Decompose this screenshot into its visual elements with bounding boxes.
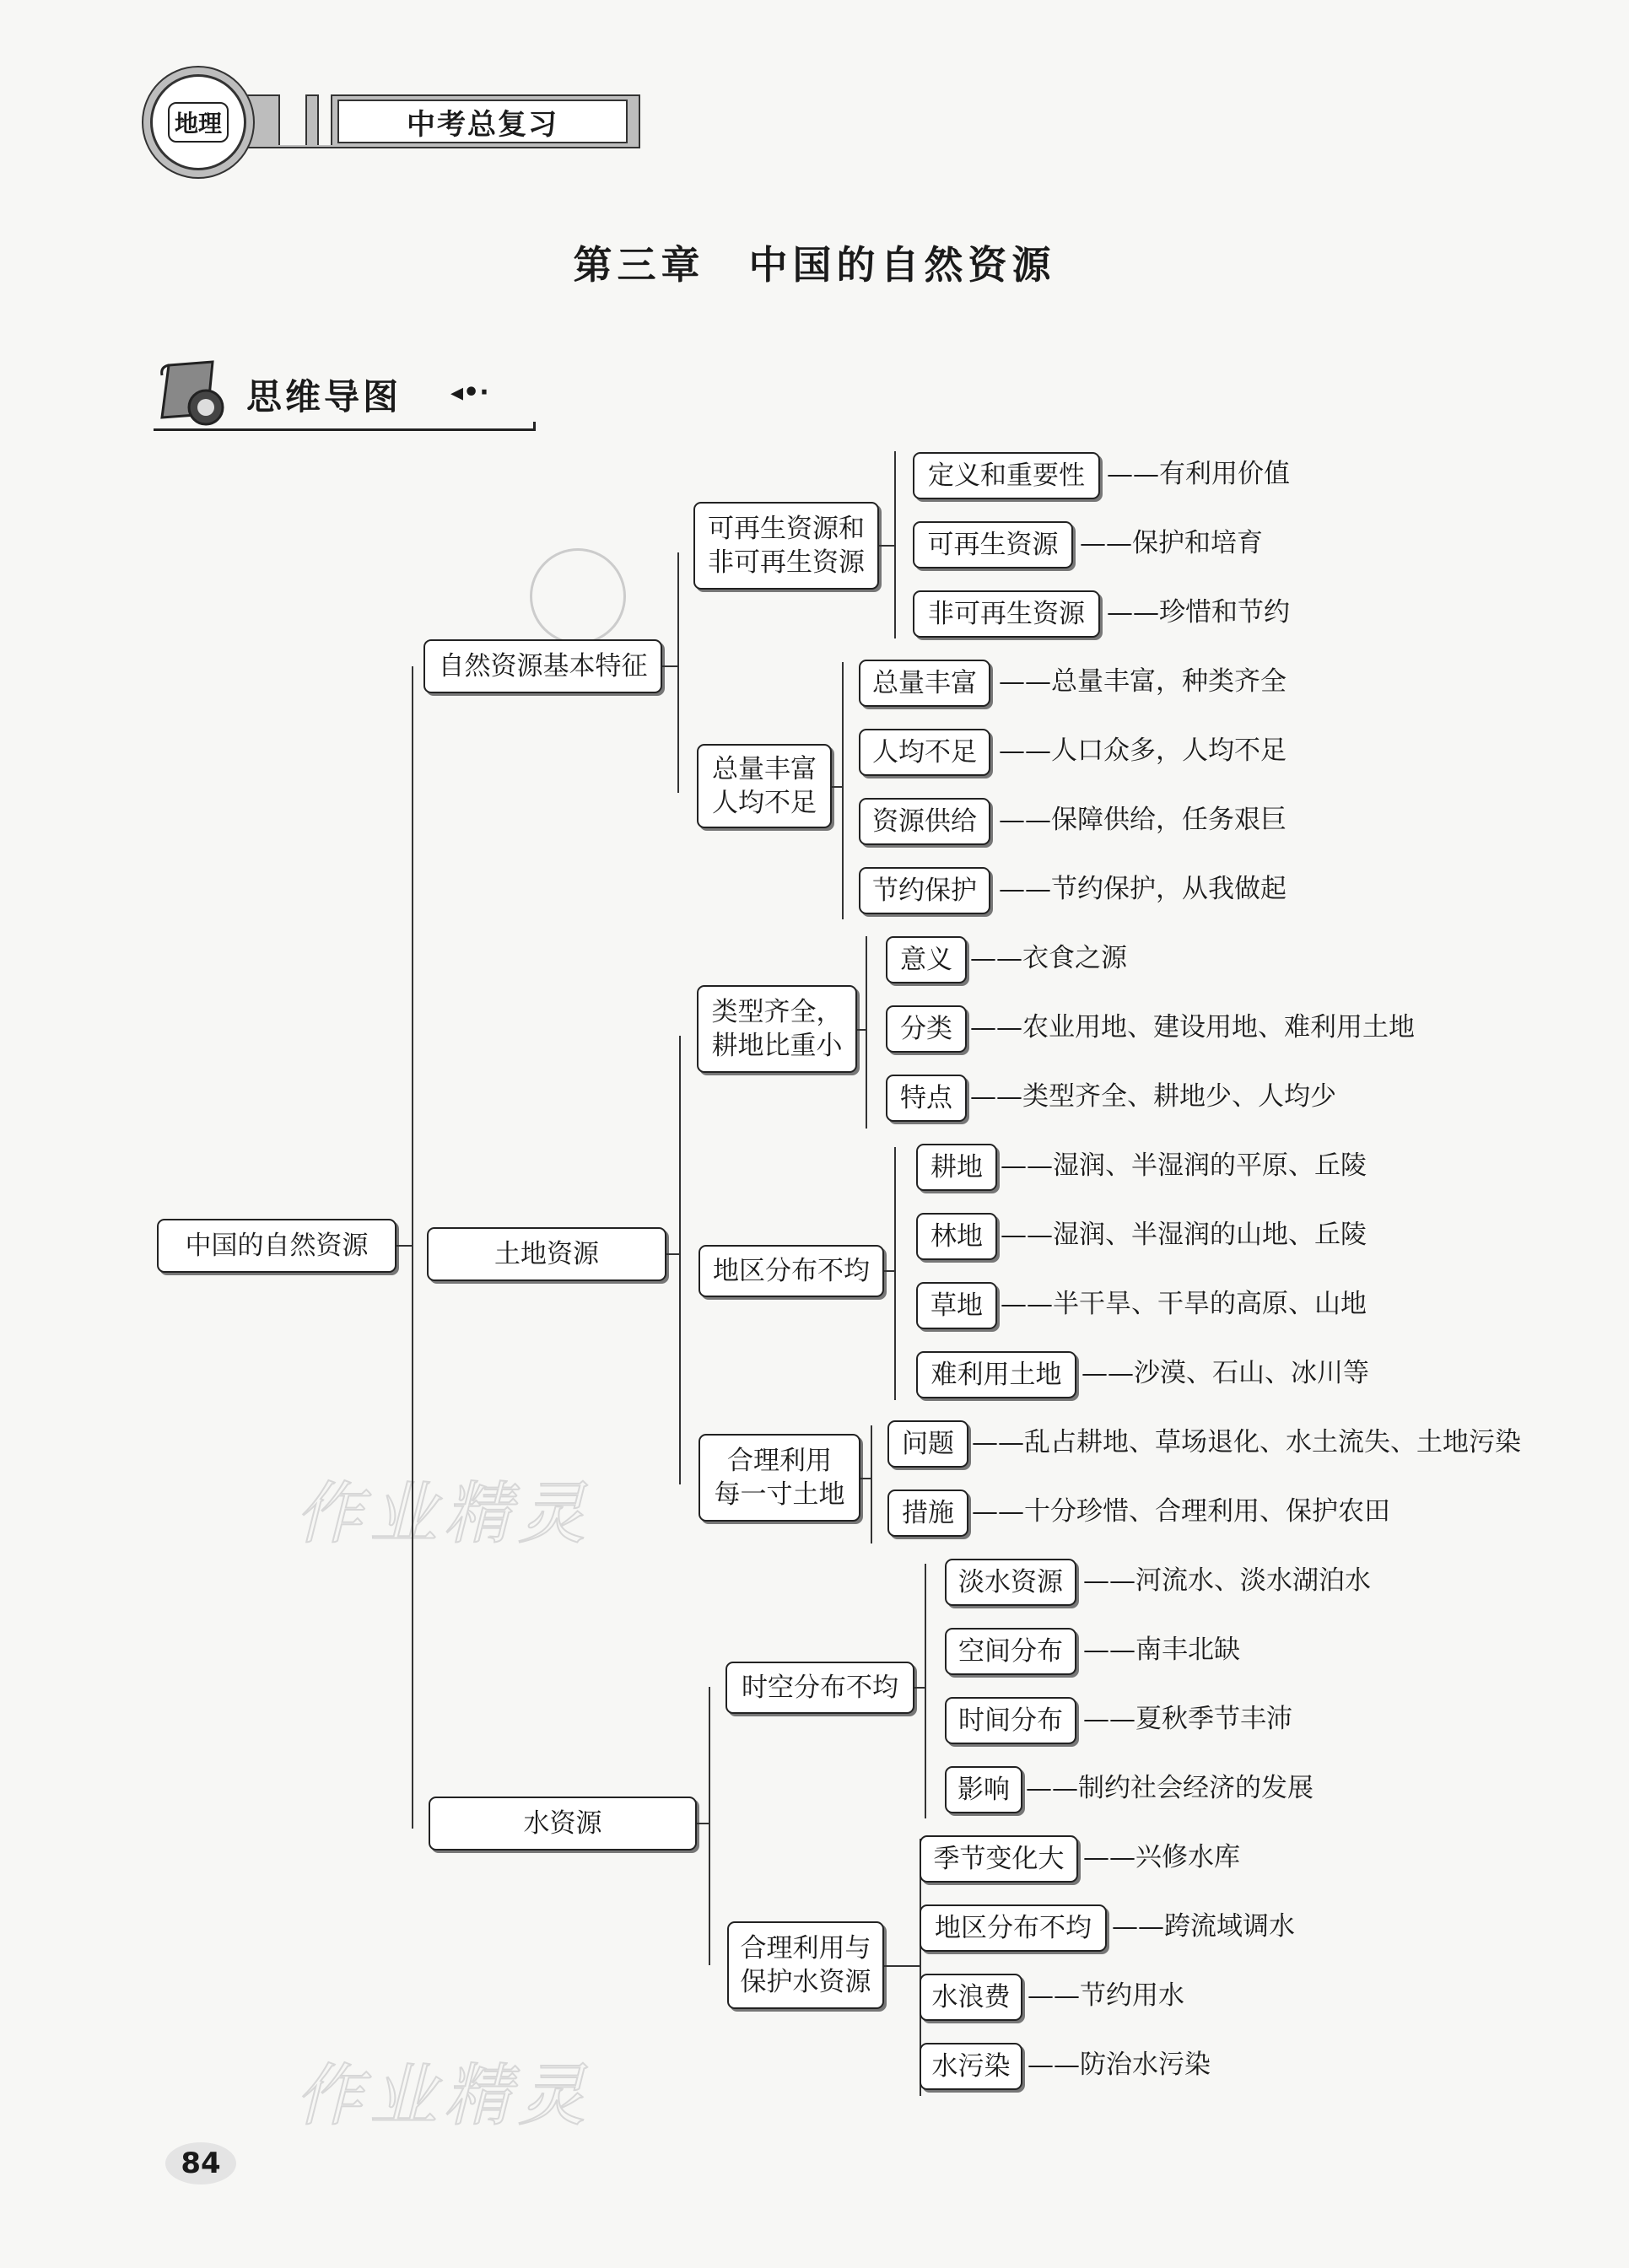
leaf-desc: ——湿润、半湿润的山地、丘陵	[1001, 1220, 1367, 1250]
leaf-desc: ——农业用地、建设用地、难利用土地	[970, 1012, 1415, 1042]
page-number: 84	[165, 2142, 236, 2184]
connector	[666, 1253, 679, 1255]
brace-n1b	[842, 662, 844, 919]
connector	[914, 1687, 925, 1689]
leaf-desc: ——保障供给，任务艰巨	[999, 805, 1286, 835]
leaf-label: 水污染	[920, 2043, 1022, 2090]
leaf-label: 时间分布	[945, 1697, 1076, 1744]
connector	[396, 1245, 412, 1247]
header-strip-gap	[317, 94, 332, 145]
subject-label: 地理	[168, 102, 229, 143]
watermark: 作业精灵	[295, 2056, 592, 2135]
leaf-label: 季节变化大	[920, 1835, 1078, 1883]
leaf-desc: ——节约保护，从我做起	[999, 874, 1286, 904]
leaf-label: 难利用土地	[916, 1351, 1076, 1398]
leaf-desc: ——十分珍惜、合理利用、保护农田	[972, 1496, 1390, 1527]
node-land-use: 合理利用 每一寸土地	[699, 1434, 860, 1522]
leaf-label: 措施	[887, 1490, 968, 1537]
leaf-label: 林地	[916, 1213, 997, 1260]
left-arrow-icon: ◂•·	[450, 378, 489, 407]
watermark-stamp	[530, 548, 626, 644]
node-land-distribution: 地区分布不均	[699, 1245, 884, 1297]
leaf-label: 分类	[886, 1005, 967, 1053]
leaf-desc: ——珍惜和节约	[1107, 597, 1290, 628]
leaf-label: 节约保护	[859, 867, 990, 914]
leaf-desc: ——保护和培育	[1080, 528, 1263, 558]
leaf-desc: ——跨流域调水	[1112, 1911, 1295, 1942]
leaf-label: 影响	[945, 1766, 1022, 1813]
leaf-desc: ——半干旱、干旱的高原、山地	[1001, 1289, 1367, 1319]
leaf-desc: ——湿润、半湿润的平原、丘陵	[1001, 1150, 1367, 1181]
brace-n2a	[866, 936, 867, 1129]
leaf-label: 草地	[916, 1282, 997, 1329]
connector	[884, 1270, 894, 1272]
leaf-desc: ——防治水污染	[1028, 2050, 1211, 2080]
connector	[697, 1823, 709, 1824]
brace-n1	[677, 552, 679, 793]
chapter-title: 第三章 中国的自然资源	[573, 242, 1056, 288]
leaf-desc: ——夏秋季节丰沛	[1083, 1704, 1292, 1734]
node-water-protection: 合理利用与 保护水资源	[727, 1921, 884, 2009]
leaf-label: 耕地	[916, 1144, 997, 1191]
leaf-label: 问题	[887, 1420, 968, 1468]
node-natural-features: 自然资源基本特征	[423, 639, 662, 693]
node-water-resources: 水资源	[429, 1797, 697, 1850]
scroll-compass-icon	[154, 358, 238, 428]
section-title: 思维导图	[246, 376, 402, 418]
leaf-label: 空间分布	[945, 1628, 1076, 1675]
leaf-label: 非可再生资源	[913, 590, 1100, 638]
node-renewable: 可再生资源和 非可再生资源	[693, 502, 879, 590]
leaf-desc: ——类型齐全、耕地少、人均少	[970, 1081, 1336, 1112]
leaf-desc: ——节约用水	[1028, 1980, 1184, 2011]
leaf-label: 人均不足	[859, 729, 990, 776]
leaf-label: 淡水资源	[945, 1559, 1076, 1606]
brace-n2	[679, 1036, 681, 1484]
leaf-label: 资源供给	[859, 798, 990, 845]
brace-n3	[709, 1687, 710, 1965]
leaf-desc: ——沙漠、石山、冰川等	[1082, 1358, 1369, 1388]
connector	[860, 1478, 871, 1479]
connector	[832, 786, 842, 788]
connector	[879, 545, 894, 547]
brace-n2c	[871, 1425, 872, 1543]
node-land-types: 类型齐全， 耕地比重小	[697, 985, 857, 1073]
connector	[884, 1965, 920, 1967]
subject-badge	[150, 74, 246, 170]
leaf-desc: ——人口众多，人均不足	[999, 735, 1286, 766]
node-water-distribution: 时空分布不均	[725, 1662, 914, 1714]
node-land-resources: 土地资源	[427, 1227, 666, 1281]
root-node: 中国的自然资源	[157, 1219, 396, 1273]
leaf-desc: ——制约社会经济的发展	[1026, 1773, 1313, 1803]
leaf-label: 总量丰富	[859, 660, 990, 707]
leaf-desc: ——总量丰富，种类齐全	[999, 666, 1286, 697]
leaf-desc: ——兴修水库	[1083, 1842, 1240, 1872]
series-title: 中考总复习	[337, 100, 628, 143]
section-underline	[154, 422, 536, 431]
connector	[662, 665, 677, 667]
leaf-desc: ——乱占耕地、草场退化、水土流失、土地污染	[972, 1427, 1521, 1457]
brace-n1a	[894, 451, 896, 638]
leaf-desc: ——南丰北缺	[1083, 1635, 1240, 1665]
header-strip-gap	[278, 94, 307, 145]
brace-n2b	[894, 1147, 896, 1400]
leaf-label: 定义和重要性	[913, 452, 1100, 499]
brace-level1	[412, 666, 413, 1829]
brace-n3a	[925, 1564, 926, 1818]
leaf-label: 特点	[886, 1075, 967, 1122]
watermark: 作业精灵	[295, 1474, 592, 1553]
leaf-desc: ——有利用价值	[1107, 459, 1290, 489]
leaf-label: 可再生资源	[913, 521, 1073, 568]
connector	[857, 1029, 866, 1031]
node-total-rich: 总量丰富 人均不足	[697, 744, 832, 828]
leaf-desc: ——河流水、淡水湖泊水	[1083, 1565, 1371, 1596]
leaf-label: 意义	[886, 936, 967, 983]
leaf-label: 水浪费	[920, 1974, 1022, 2021]
leaf-label: 地区分布不均	[920, 1904, 1107, 1952]
leaf-desc: ——衣食之源	[970, 943, 1127, 973]
